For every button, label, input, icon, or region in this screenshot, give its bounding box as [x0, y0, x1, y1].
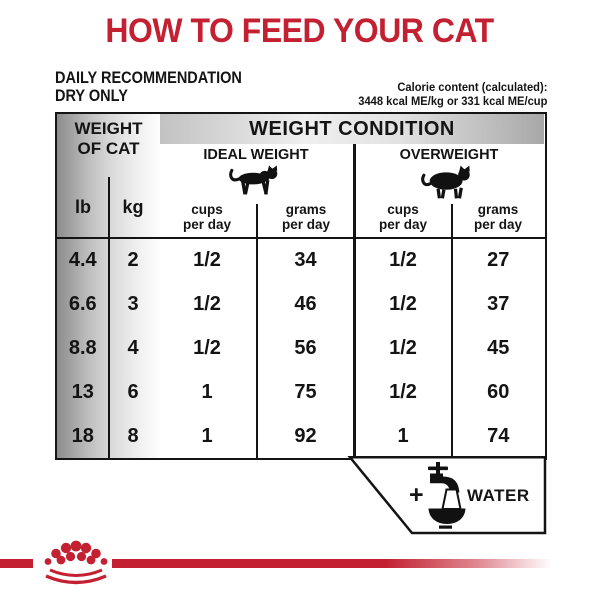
weight-condition-label: WEIGHT CONDITION [249, 117, 455, 140]
cell-overweight-grams: 60 [487, 380, 510, 403]
brand-bar-left [0, 559, 33, 568]
cups-label: cups [191, 202, 223, 217]
cell-ideal-cups: 1/2 [193, 249, 221, 272]
ideal-weight-cat-icon [227, 165, 285, 197]
cell-overweight-grams: 45 [487, 336, 510, 359]
cell-kg: 6 [127, 380, 139, 403]
cell-overweight-grams: 37 [487, 293, 510, 316]
daily-recommendation-line: DAILY RECOMMENDATION [55, 69, 242, 87]
per-day-label: per day [473, 217, 523, 232]
cell-ideal-grams: 34 [294, 249, 317, 272]
weight-of-cat-line2: OF CAT [77, 139, 140, 158]
cell-lb: 4.4 [68, 249, 97, 272]
cell-ideal-grams: 46 [294, 293, 317, 316]
column-header-kg: kg [122, 197, 144, 217]
cell-ideal-cups: 1 [201, 380, 213, 403]
cell-overweight-cups: 1/2 [389, 249, 417, 272]
overweight-header: OVERWEIGHT [399, 147, 499, 163]
table-body [57, 239, 545, 458]
weight-of-cat-header [57, 119, 160, 159]
ideal-cups-column-header [162, 202, 252, 232]
cell-ideal-cups: 1/2 [193, 293, 221, 316]
cell-ideal-grams: 92 [294, 424, 317, 447]
cell-overweight-grams: 27 [487, 249, 510, 272]
calorie-content-label: Calorie content (calculated): [396, 80, 547, 94]
ideal-grams-column-header [261, 202, 351, 232]
page-title-text: HOW TO FEED YOUR CAT [105, 12, 495, 50]
cell-kg: 4 [127, 336, 139, 359]
cell-lb: 18 [71, 424, 94, 447]
feeding-table [55, 112, 547, 460]
table-row [57, 327, 545, 371]
cell-kg: 3 [127, 293, 139, 316]
cell-lb: 8.8 [68, 336, 97, 359]
calorie-content-note [358, 80, 547, 108]
brand-bar-right [112, 559, 566, 568]
cell-ideal-grams: 56 [294, 336, 317, 359]
plus-water-sign: + [409, 481, 424, 509]
cell-overweight-cups: 1/2 [389, 293, 417, 316]
cell-overweight-cups: 1/2 [389, 380, 417, 403]
daily-recommendation-heading [55, 69, 242, 105]
cell-lb: 13 [71, 380, 94, 403]
ideal-weight-header: IDEAL WEIGHT [203, 147, 309, 163]
page-title [0, 12, 600, 51]
per-day-label: per day [182, 217, 232, 232]
weight-condition-header [160, 114, 544, 144]
table-row [57, 370, 545, 414]
cell-overweight-cups: 1/2 [389, 336, 417, 359]
grams-label: grams [285, 202, 327, 217]
overweight-grams-column-header [453, 202, 543, 232]
cell-overweight-cups: 1 [397, 424, 409, 447]
grams-label: grams [477, 202, 519, 217]
column-header-lb: lb [75, 197, 91, 217]
cell-ideal-cups: 1 [201, 424, 213, 447]
cups-label: cups [387, 202, 419, 217]
per-day-label: per day [378, 217, 428, 232]
cell-overweight-grams: 74 [487, 424, 510, 447]
cell-kg: 8 [127, 424, 139, 447]
cell-kg: 2 [127, 249, 139, 272]
cell-lb: 6.6 [68, 293, 97, 316]
dry-only-line: DRY ONLY [55, 87, 128, 105]
table-row [57, 414, 545, 458]
water-label: WATER [467, 486, 530, 505]
overweight-cat-icon [420, 165, 478, 199]
cell-ideal-cups: 1/2 [193, 336, 221, 359]
per-day-label: per day [281, 217, 331, 232]
overweight-cups-column-header [358, 202, 448, 232]
table-row [57, 283, 545, 327]
crown-logo-icon [36, 540, 116, 592]
table-row [57, 239, 545, 283]
calorie-content-values: 3448 kcal ME/kg or 331 kcal ME/cup [357, 94, 547, 108]
cell-ideal-grams: 75 [294, 380, 317, 403]
weight-of-cat-line1: WEIGHT [74, 119, 143, 138]
